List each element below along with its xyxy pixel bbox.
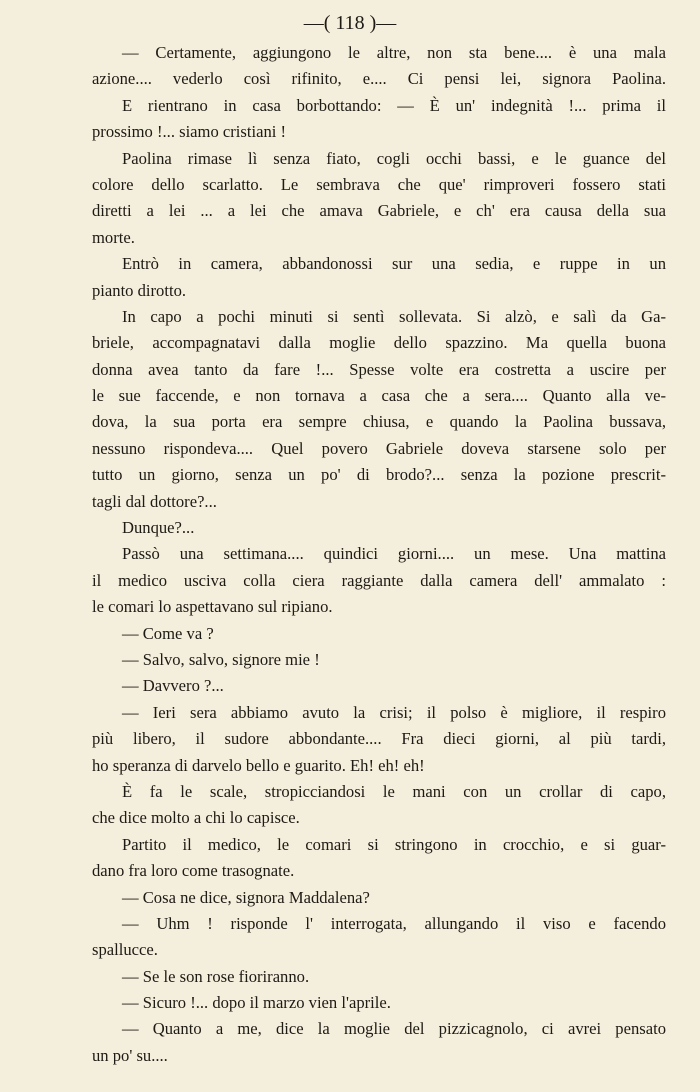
page-number: —( 118 )— [303, 12, 397, 34]
text-line: — Uhm ! risponde l' interrogata, allungando il viso e facendo [122, 913, 666, 933]
text-line: diretti a lei ... a lei che amava Gabriele, e ch' era causa della sua [92, 201, 666, 221]
text-line: il medico usciva colla ciera raggiante dalla camera dell' ammalato : [92, 570, 666, 590]
text-line: — Certamente, aggiungono le altre, non sta bene.... è una mala [122, 43, 666, 62]
text-line: le sue faccende, e non tornava a casa che a sera.... Quanto alla ve- [92, 386, 666, 406]
text-line: azione.... vederlo così rifinito, e.... Ci pensi lei, signora Paolina. [92, 69, 666, 89]
text-line: morte. [92, 227, 135, 247]
text-line: — Cosa ne dice, signora Maddalena? [122, 887, 370, 907]
text-line: Dunque?... [122, 518, 195, 538]
text-line: — Sicuro !... dopo il marzo vien l'aprile. [122, 993, 391, 1013]
text-line: — Salvo, salvo, signore mie ! [122, 649, 320, 669]
text-line: donna avea tanto da fare !... Spesse volte era costretta a uscire per [92, 359, 666, 379]
text-line: In capo a pochi minuti si sentì sollevata. Si alzò, e salì da Ga- [122, 306, 666, 326]
text-line: dano fra loro come trasognate. [92, 861, 295, 881]
text-line: briele, accompagnatavi dalla moglie dello spazzino. Ma quella buona [92, 333, 666, 353]
text-line: — Quanto a me, dice la moglie del pizzicagnolo, ci avrei pensato [122, 1019, 666, 1039]
text-line: colore dello scarlatto. Le sembrava che que' rimproveri fossero stati [92, 174, 666, 194]
text-line: nessuno rispondeva.... Quel povero Gabriele doveva starsene solo per [92, 438, 666, 458]
text-line: È fa le scale, stropicciandosi le mani con un crollar di capo, [122, 781, 666, 801]
text-line: E rientrano in casa borbottando: — È un' indegnità !... prima il [122, 95, 666, 115]
text-line: dova, la sua porta era sempre chiusa, e quando la Paolina bussava, [92, 412, 666, 432]
text-line: Passò una settimana.... quindici giorni.... un mese. Una mattina [122, 544, 666, 564]
text-line: che dice molto a chi lo capisce. [92, 808, 300, 828]
text-line: un po' su.... [92, 1045, 168, 1065]
text-line: — Davvero ?... [122, 676, 224, 696]
text-line: Paolina rimase lì senza fiato, cogli occhi bassi, e le guance del [122, 148, 666, 168]
text-line: più libero, il sudore abbondante.... Fra dieci giorni, al più tardi, [92, 729, 666, 749]
text-line: Partito il medico, le comari si stringono in crocchio, e si guar- [122, 834, 666, 854]
text-line: tutto un giorno, senza un po' di brodo?... senza la pozione prescrit- [92, 465, 666, 485]
text-line: le comari lo aspettavano sul ripiano. [92, 597, 333, 617]
text-line: tagli dal dottore?... [92, 491, 217, 511]
text-line: — Se le son rose fioriranno. [122, 966, 310, 986]
text-line: pianto dirotto. [92, 280, 187, 300]
text-line: spallucce. [92, 940, 158, 960]
text-line: — Ieri sera abbiamo avuto la crisi; il polso è migliore, il respiro [122, 702, 666, 722]
text-line: Entrò in camera, abbandonossi sur una sedia, e ruppe in un [122, 254, 666, 274]
body-text [92, 40, 666, 1069]
text-line: prossimo !... siamo cristiani ! [92, 122, 287, 142]
text-line: — Come va ? [122, 623, 214, 643]
text-line: ho speranza di darvelo bello e guarito. Eh! eh! eh! [92, 755, 425, 775]
